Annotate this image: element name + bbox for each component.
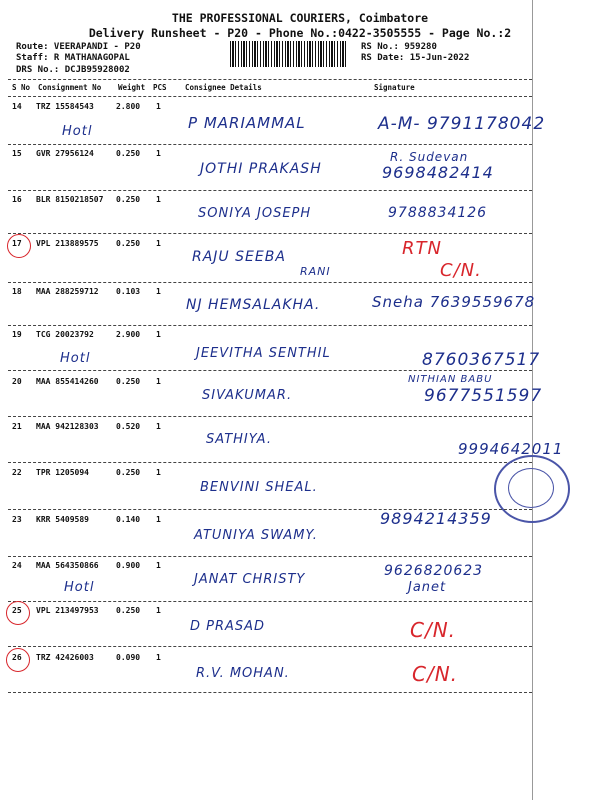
row-weight: 0.900 <box>116 561 141 570</box>
consignee-name: SIVAKUMAR. <box>202 388 293 403</box>
row-consignment: MAA 942128303 <box>36 422 99 431</box>
divider <box>8 462 532 463</box>
row-pcs: 1 <box>156 149 161 158</box>
consignee-name: JEEVITHA SENTHIL <box>196 346 331 361</box>
row-consignment: TRZ 15584543 <box>36 102 94 111</box>
row-pcs: 1 <box>156 606 161 615</box>
signature: 9788834126 <box>388 205 488 221</box>
signature: C/N. <box>410 618 457 642</box>
row-weight: 0.250 <box>116 195 141 204</box>
signature-name: Janet <box>408 580 447 595</box>
signature: 8760367517 <box>422 350 541 370</box>
handwritten-note: Hotl <box>62 124 93 139</box>
divider <box>8 370 532 371</box>
row-weight: 0.520 <box>116 422 141 431</box>
divider <box>8 79 532 80</box>
barcode <box>230 41 346 67</box>
divider <box>8 325 532 326</box>
consignee-name: D PRASAD <box>190 619 266 634</box>
col-header-weight: Weight <box>118 83 146 92</box>
consignee-name: SATHIYA. <box>206 432 272 447</box>
signature-phone: 9698482414 <box>382 163 494 182</box>
row-pcs: 1 <box>156 195 161 204</box>
row-sno: 14 <box>12 102 22 111</box>
staff-label: Staff: R MATHANAGOPAL <box>16 53 130 63</box>
signature: A-M- 9791178042 <box>378 114 546 134</box>
divider <box>8 556 532 557</box>
row-consignment: VPL 213889575 <box>36 239 99 248</box>
row-weight: 2.900 <box>116 330 141 339</box>
row-consignment: MAA 288259712 <box>36 287 99 296</box>
row-pcs: 1 <box>156 377 161 386</box>
row-pcs: 1 <box>156 287 161 296</box>
row-sno: 18 <box>12 287 22 296</box>
col-header-pcs: PCS <box>153 83 167 92</box>
consignee-name: SONIYA JOSEPH <box>198 206 312 221</box>
row-sno: 17 <box>12 239 22 248</box>
row-consignment: MAA 564350866 <box>36 561 99 570</box>
divider <box>8 692 532 693</box>
row-consignment: BLR 8150218507 <box>36 195 104 204</box>
divider <box>8 646 532 647</box>
rs-number: RS No.: 959280 <box>361 42 437 52</box>
signature: NITHIAN BABU <box>408 374 493 385</box>
company-seal-inner-ring <box>508 468 554 508</box>
consignee-name-line2: RANI <box>300 265 331 278</box>
row-pcs: 1 <box>156 239 161 248</box>
consignee-name: P MARIAMMAL <box>188 114 306 132</box>
row-sno: 21 <box>12 422 22 431</box>
row-weight: 0.250 <box>116 468 141 477</box>
row-pcs: 1 <box>156 330 161 339</box>
divider <box>8 190 532 191</box>
drs-label: DRS No.: DCJB95928002 <box>16 65 130 75</box>
row-weight: 0.250 <box>116 377 141 386</box>
divider <box>8 233 532 234</box>
consignee-name: JOTHI PRAKASH <box>200 161 322 177</box>
row-sno: 15 <box>12 149 22 158</box>
col-header-consignment: Consignment No <box>38 83 102 92</box>
row-sno: 20 <box>12 377 22 386</box>
consignee-name: ATUNIYA SWAMY. <box>194 528 318 543</box>
row-sno: 25 <box>12 606 22 615</box>
row-weight: 2.800 <box>116 102 141 111</box>
signature: 9894214359 <box>380 509 492 528</box>
route-label: Route: VEERAPANDI - P20 <box>16 42 141 52</box>
row-pcs: 1 <box>156 102 161 111</box>
row-weight: 0.250 <box>116 606 141 615</box>
row-weight: 0.250 <box>116 149 141 158</box>
row-consignment: MAA 855414260 <box>36 377 99 386</box>
divider <box>8 601 532 602</box>
row-consignment: TCG 20023792 <box>36 330 94 339</box>
consignee-name: BENVINI SHEAL. <box>200 480 318 495</box>
divider <box>8 144 532 145</box>
signature: Sneha 7639559678 <box>372 293 536 311</box>
divider <box>8 282 532 283</box>
signature: 9994642011 <box>458 440 564 458</box>
row-sno: 26 <box>12 653 22 662</box>
row-sno: 22 <box>12 468 22 477</box>
signature: RTN <box>402 238 442 259</box>
row-pcs: 1 <box>156 561 161 570</box>
row-consignment: TPR 1205094 <box>36 468 89 477</box>
col-header-signature: Signature <box>374 83 415 92</box>
row-sno: 16 <box>12 195 22 204</box>
consignee-name: R.V. MOHAN. <box>196 666 290 681</box>
col-header-sno: S No <box>12 83 31 92</box>
runsheet-subtitle: Delivery Runsheet - P20 - Phone No.:0422-3505555 - Page No.:2 <box>88 26 512 40</box>
divider <box>8 96 532 97</box>
handwritten-note: Hotl <box>64 580 95 595</box>
row-weight: 0.250 <box>116 239 141 248</box>
row-pcs: 1 <box>156 468 161 477</box>
row-weight: 0.103 <box>116 287 141 296</box>
consignee-name: RAJU SEEBA <box>192 249 286 265</box>
row-consignment: TRZ 42426003 <box>36 653 94 662</box>
signature-phone: 9677551597 <box>424 386 543 406</box>
row-sno: 24 <box>12 561 22 570</box>
row-pcs: 1 <box>156 515 161 524</box>
signature: C/N. <box>412 662 459 686</box>
row-consignment: KRR 5409589 <box>36 515 89 524</box>
row-sno: 23 <box>12 515 22 524</box>
company-title: THE PROFESSIONAL COURIERS, Coimbatore <box>171 11 429 25</box>
row-consignment: GVR 27956124 <box>36 149 94 158</box>
col-header-consignee: Consignee Details <box>185 83 262 92</box>
handwritten-note: Hotl <box>60 351 91 366</box>
row-sno: 19 <box>12 330 22 339</box>
consignee-name: NJ HEMSALAKHA. <box>186 297 321 313</box>
row-consignment: VPL 213497953 <box>36 606 99 615</box>
divider <box>8 416 532 417</box>
row-weight: 0.140 <box>116 515 141 524</box>
row-weight: 0.090 <box>116 653 141 662</box>
signature-status: C/N. <box>440 260 482 281</box>
row-pcs: 1 <box>156 422 161 431</box>
rs-date: RS Date: 15-Jun-2022 <box>361 53 470 63</box>
row-pcs: 1 <box>156 653 161 662</box>
signature: 9626820623 <box>384 563 484 579</box>
consignee-name: JANAT CHRISTY <box>194 572 306 587</box>
signature: R. Sudevan <box>390 150 469 164</box>
